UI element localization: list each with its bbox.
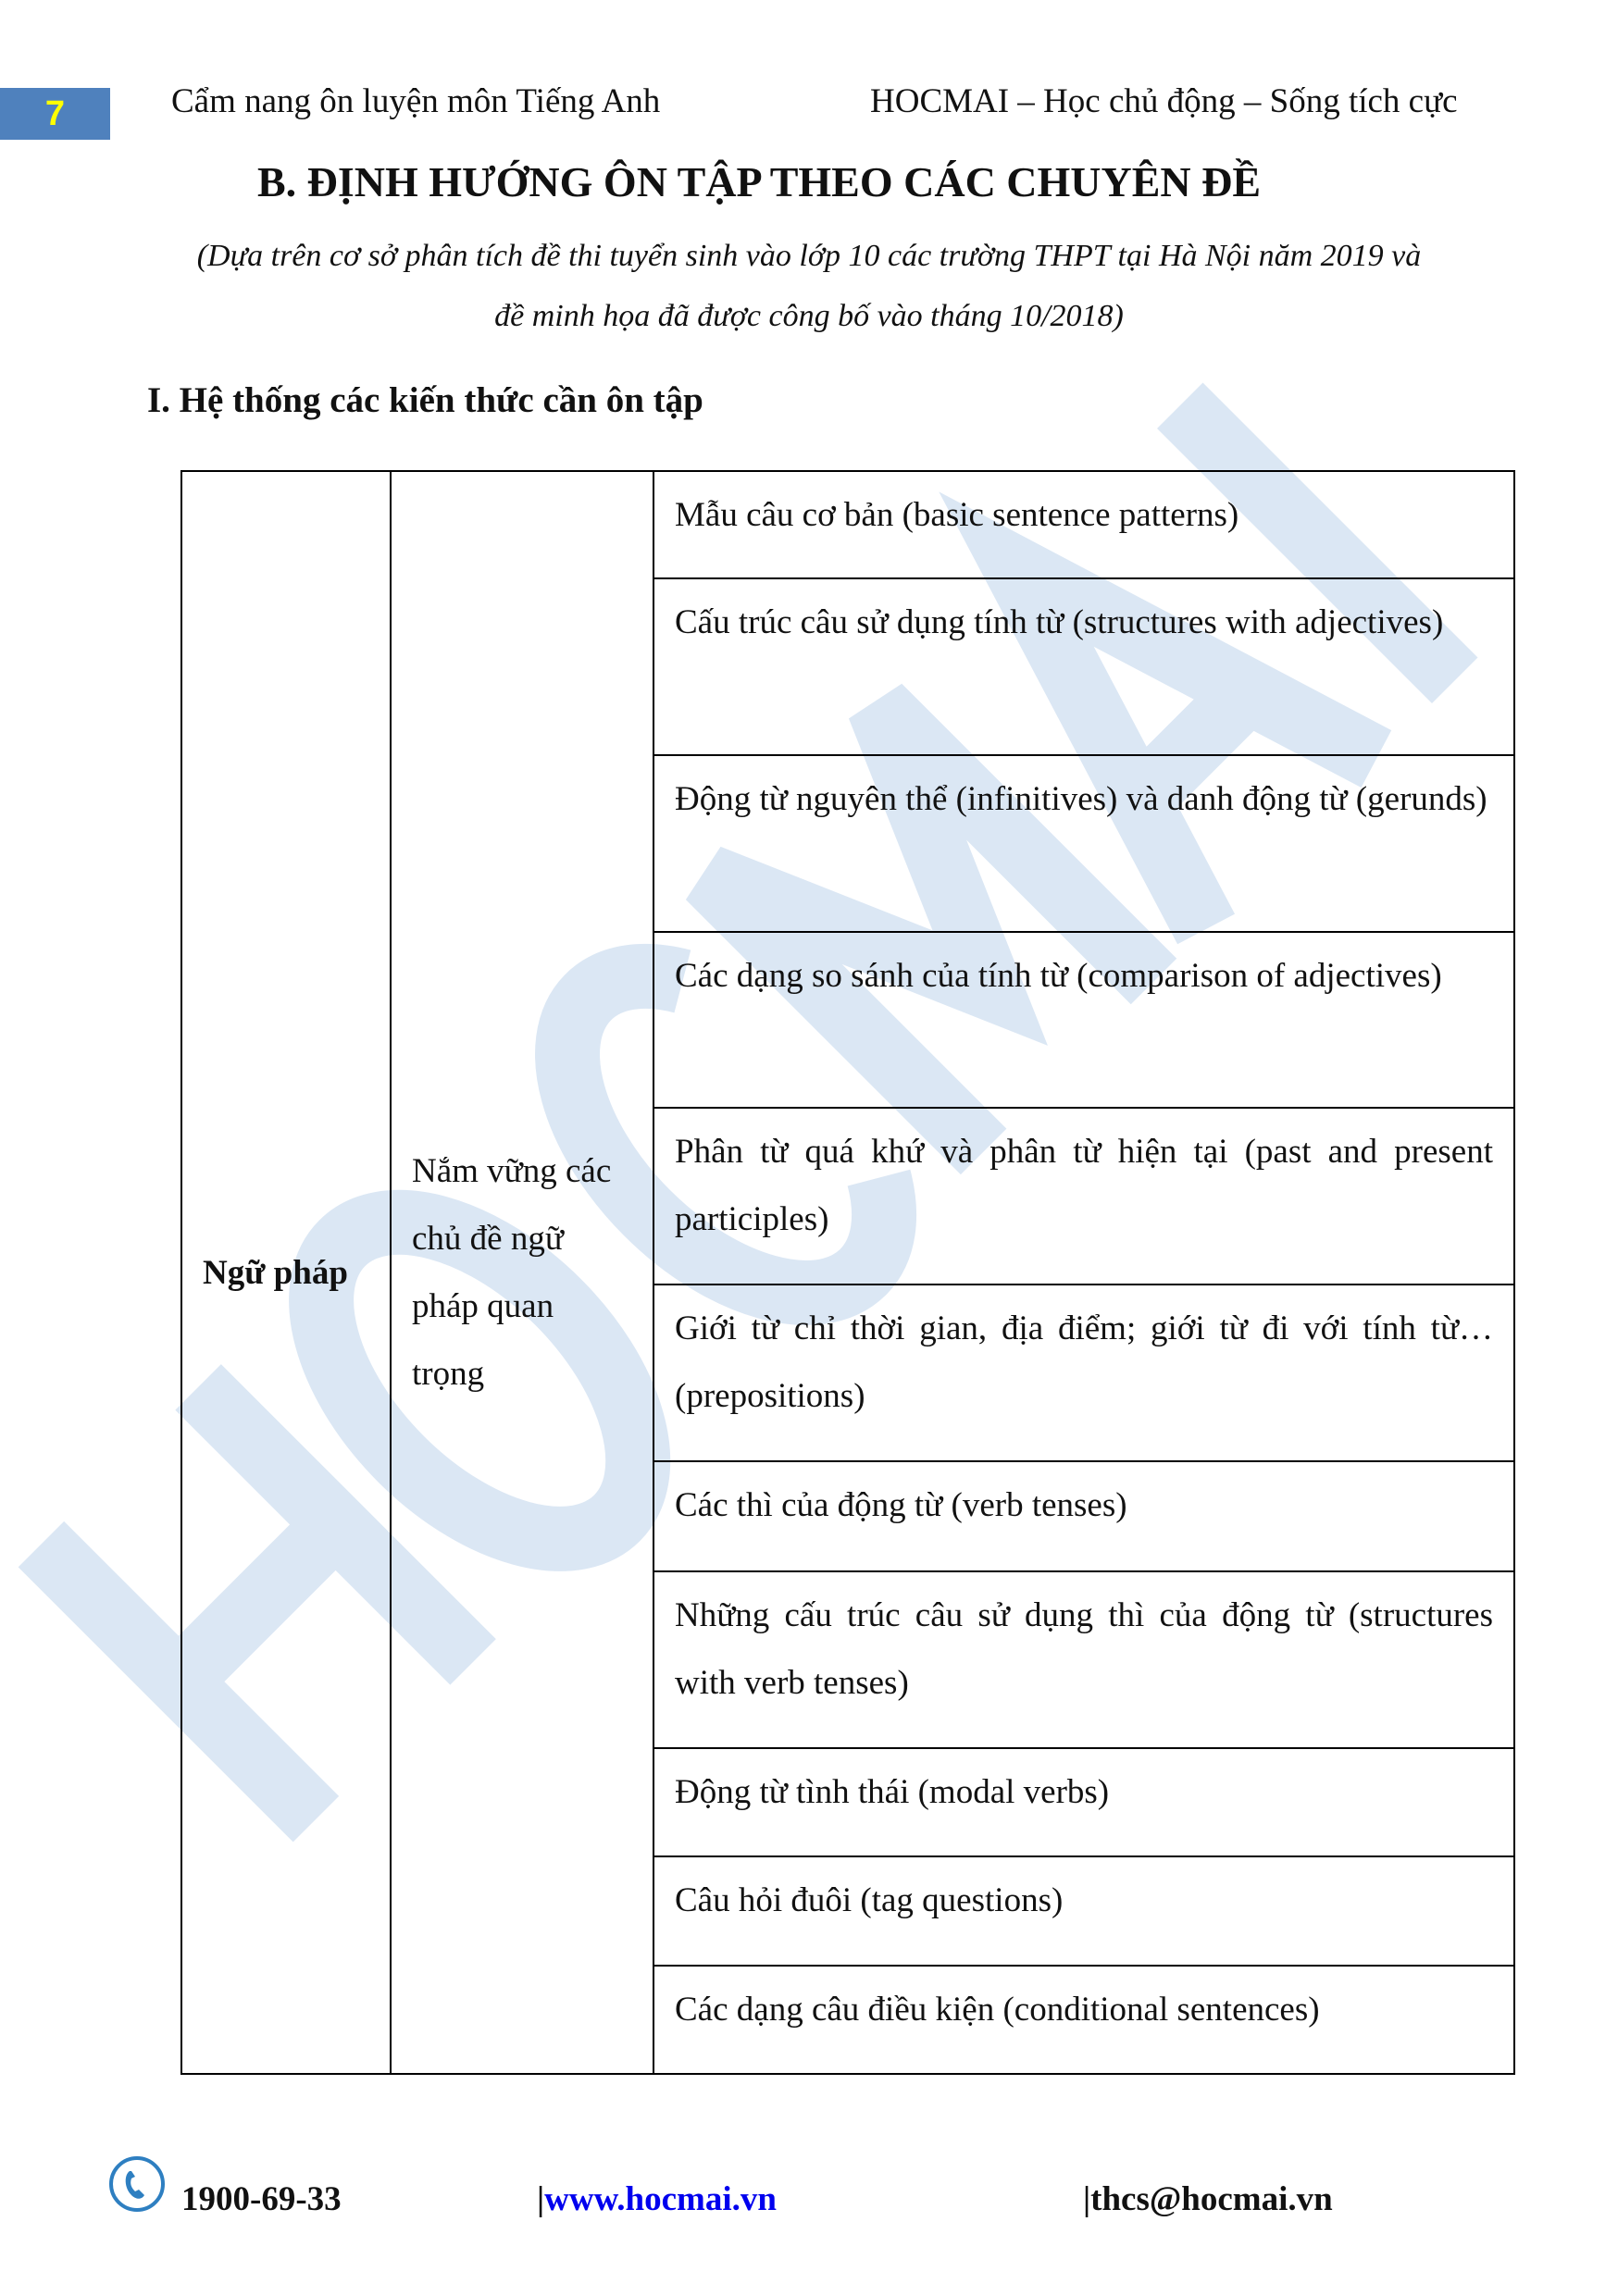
footer-separator: | xyxy=(537,2180,545,2218)
footer-email[interactable]: thcs@hocmai.vn xyxy=(1090,2180,1333,2218)
subtitle-line-2: đề minh họa đã được công bố vào tháng 10/2018) xyxy=(494,299,1124,333)
topic-cell: Cấu trúc câu sử dụng tính từ (structures with adjectives) xyxy=(653,578,1514,755)
header-slogan: HOCMAI – Học chủ động – Sống tích cực xyxy=(870,82,1458,120)
topic-cell: Những cấu trúc câu sử dụng thì của động từ (structures with verb tenses) xyxy=(653,1571,1514,1748)
table-row xyxy=(181,471,1514,578)
page-number: 7 xyxy=(0,88,110,140)
phone-icon xyxy=(109,2156,165,2212)
topic-cell: Các dạng so sánh của tính từ (comparison of adjectives) xyxy=(653,932,1514,1108)
topic-cell: Câu hỏi đuôi (tag questions) xyxy=(653,1856,1514,1966)
knowledge-table xyxy=(180,470,1515,2075)
topic-cell: Động từ nguyên thể (infinitives) và danh động từ (gerunds) xyxy=(653,755,1514,932)
topic-cell: Phân từ quá khứ và phân từ hiện tại (past and present participles) xyxy=(653,1108,1514,1285)
footer-separator: | xyxy=(1083,2180,1091,2218)
section-heading: I. Hệ thống các kiến thức cần ôn tập xyxy=(147,380,703,420)
subtitle-line-1: (Dựa trên cơ sở phân tích đề thi tuyển sinh vào lớp 10 các trường THPT tại Hà Nội năm 2019 và xyxy=(196,239,1422,273)
page-title: B. ĐỊNH HƯỚNG ÔN TẬP THEO CÁC CHUYÊN ĐỀ xyxy=(256,158,1262,205)
goal-cell: Nắm vững các chủ đề ngữ pháp quan trọng xyxy=(391,471,653,2074)
topic-cell: Giới từ chỉ thời gian, địa điểm; giới từ đi với tính từ… (prepositions) xyxy=(653,1285,1514,1461)
topic-cell: Các dạng câu điều kiện (conditional sentences) xyxy=(653,1966,1514,2074)
header-book-title: Cẩm nang ôn luyện môn Tiếng Anh xyxy=(171,82,661,120)
topic-cell: Các thì của động từ (verb tenses) xyxy=(653,1461,1514,1571)
topic-cell: Mẫu câu cơ bản (basic sentence patterns) xyxy=(653,471,1514,578)
footer-phone: 1900-69-33 xyxy=(181,2180,342,2218)
footer-website-link[interactable]: www.hocmai.vn xyxy=(544,2180,777,2218)
topic-cell: Động từ tình thái (modal verbs) xyxy=(653,1748,1514,1856)
category-cell: Ngữ pháp xyxy=(181,471,391,2074)
